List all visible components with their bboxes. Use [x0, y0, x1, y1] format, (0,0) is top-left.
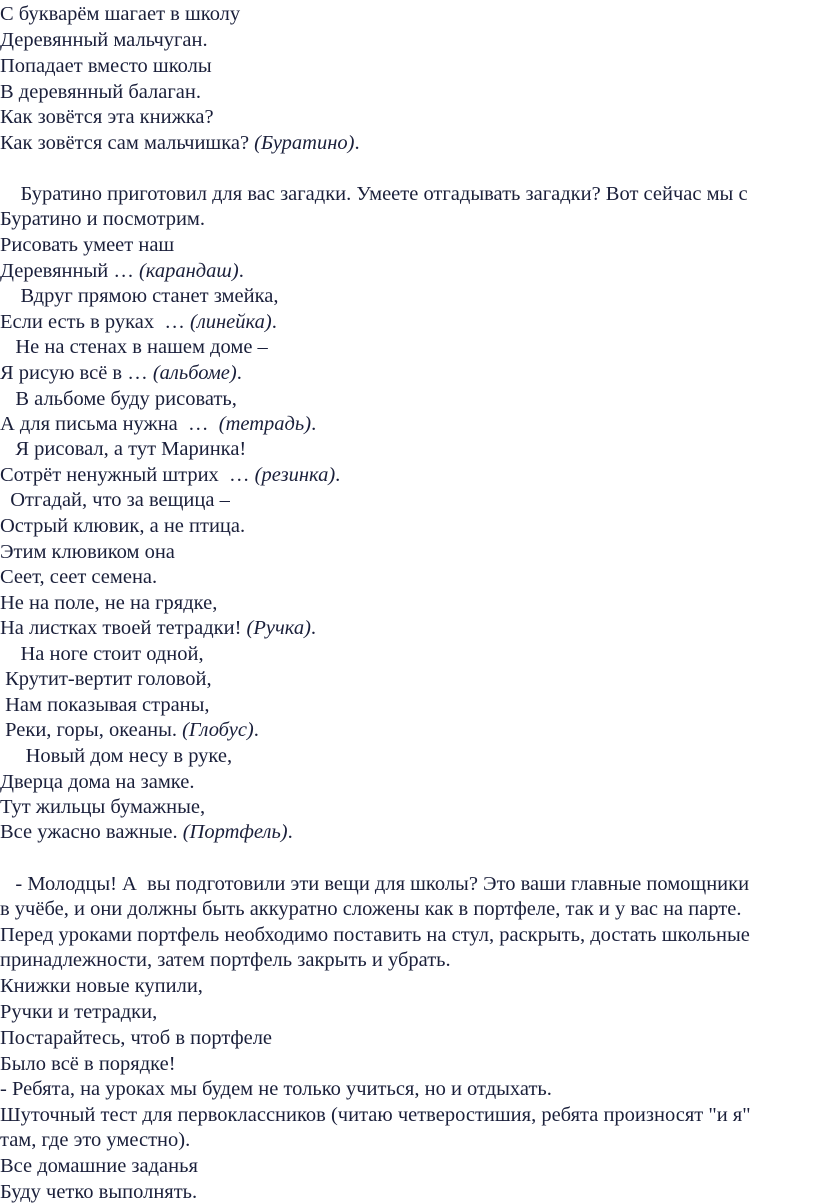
line-text: А для письма нужна … — [0, 413, 219, 435]
text-line — [0, 897, 742, 921]
text-line — [0, 1077, 552, 1101]
answer-text: (Ручка) — [246, 617, 311, 639]
line-text: . — [310, 617, 317, 639]
line-text: Книжки новые купили, — [0, 975, 203, 997]
line-text: В деревянный балаган. — [0, 81, 201, 103]
line-text: Попадает вместо школы — [0, 55, 212, 77]
text-line — [0, 207, 205, 231]
text-line — [0, 463, 340, 487]
text-line — [0, 1000, 157, 1024]
text-line — [0, 284, 278, 308]
line-text: Реки, горы, океаны. — [0, 719, 183, 741]
text-line — [0, 28, 208, 52]
text-line — [0, 131, 360, 155]
line-text: Сеет, сеет семена. — [0, 566, 158, 588]
answer-text: (альбоме) — [152, 362, 237, 384]
text-line — [0, 974, 203, 998]
text-line — [0, 182, 748, 206]
text-line — [0, 1026, 272, 1050]
answer-text: (линейка) — [190, 311, 272, 333]
line-text: С букварём шагает в школу — [0, 3, 241, 25]
line-text: Рисовать умеет наш — [0, 234, 175, 256]
answer-text: (тетрадь) — [218, 413, 312, 435]
text-line — [0, 667, 212, 691]
line-text: Тут жильцы бумажные, — [0, 796, 206, 818]
line-text: Как зовётся сам мальчишка? — [0, 132, 255, 154]
text-line — [0, 820, 293, 844]
text-line — [0, 54, 212, 78]
text-line — [0, 1052, 176, 1076]
line-text: Буду четко выполнять. — [0, 1181, 198, 1203]
line-text: . — [236, 362, 242, 384]
line-text: там, где это уместно). — [0, 1129, 191, 1151]
text-line — [0, 259, 244, 283]
line-text: На листках твоей тетрадки! — [0, 617, 247, 639]
text-line — [0, 361, 242, 385]
text-line — [0, 412, 316, 436]
line-text: Если есть в руках … — [0, 311, 190, 333]
answer-text: (Портфель) — [182, 821, 288, 843]
line-text: . — [335, 464, 341, 486]
line-text: Я рисую всё в … — [0, 362, 153, 384]
text-line — [0, 488, 230, 512]
line-text: Острый клювик, а не птица. — [0, 515, 246, 537]
line-text: Вдруг прямою станет змейка, — [0, 285, 279, 307]
text-line — [0, 642, 204, 666]
text-line — [0, 437, 246, 461]
text-line — [0, 718, 259, 742]
text-line — [0, 693, 210, 717]
line-text: Ручки и тетрадки, — [0, 1001, 158, 1023]
line-text: - Молодцы! А вы подготовили эти вещи для школы? Это ваши главные помощники — [0, 873, 750, 895]
line-text: . — [354, 132, 360, 154]
line-text: . — [253, 719, 259, 741]
text-line — [0, 310, 277, 334]
line-text: Крутит-вертит головой, — [0, 668, 212, 690]
line-text: Не на стенах в нашем доме – — [0, 336, 268, 358]
line-text: Было всё в порядке! — [0, 1053, 176, 1075]
answer-text: (резинка) — [254, 464, 336, 486]
text-line — [0, 80, 201, 104]
line-text: - Ребята, на уроках мы будем не только учиться, но и отдыхать. — [0, 1078, 552, 1100]
line-text: Все домашние заданья — [0, 1155, 198, 1177]
line-text: принадлежности, затем портфель закрыть и убрать. — [0, 949, 451, 971]
line-text: Этим клювиком она — [0, 541, 175, 563]
line-text: Нам показывая страны, — [0, 694, 210, 716]
text-line — [0, 540, 175, 564]
line-text: Деревянный мальчуган. — [0, 29, 208, 51]
line-text: На ноге стоит одной, — [0, 643, 204, 665]
text-line — [0, 923, 750, 947]
line-text: Не на поле, не на грядке, — [0, 592, 218, 614]
text-line — [0, 616, 316, 640]
line-text: Отгадай, что за вещица – — [0, 489, 230, 511]
line-text: Дверца дома на замке. — [0, 771, 195, 793]
answer-text: (Глобус) — [182, 719, 254, 741]
line-text: Постарайтесь, чтоб в портфеле — [0, 1027, 273, 1049]
text-line — [0, 1154, 198, 1178]
text-line — [0, 1180, 197, 1204]
text-line — [0, 105, 214, 129]
line-text: Перед уроками портфель необходимо поставить на стул, раскрыть, достать школьные — [0, 924, 750, 946]
line-text: . — [311, 413, 317, 435]
text-line — [0, 770, 194, 794]
line-text: . — [238, 260, 244, 282]
text-line — [0, 335, 268, 359]
answer-text: (Буратино) — [254, 132, 355, 154]
text-line — [0, 387, 237, 411]
line-text: В альбоме буду рисовать, — [0, 388, 237, 410]
text-line — [0, 795, 205, 819]
line-text: Как зовётся эта книжка? — [0, 106, 214, 128]
line-text: Новый дом несу в руке, — [0, 745, 233, 767]
text-line — [0, 948, 451, 972]
text-line — [0, 872, 749, 896]
answer-text: (карандаш) — [138, 260, 239, 282]
text-line — [0, 233, 174, 257]
line-text: Деревянный … — [0, 260, 139, 282]
line-text: Буратино приготовил для вас загадки. Умеете отгадывать загадки? Вот сейчас мы с — [0, 183, 748, 205]
text-line — [0, 1128, 190, 1152]
line-text: . — [271, 311, 277, 333]
text-line — [0, 591, 217, 615]
line-text: Сотрёт ненужный штрих … — [0, 464, 255, 486]
text-line — [0, 565, 157, 589]
text-line — [0, 744, 232, 768]
line-text: Все ужасно важные. — [0, 821, 183, 843]
text-line — [0, 2, 240, 26]
line-text: . — [287, 821, 293, 843]
line-text: Шуточный тест для первоклассников (читаю четверостишия, ребята произносят "и я" — [0, 1104, 751, 1126]
line-text: в учёбе, и они должны быть аккуратно сложены как в портфеле, так и у вас на парте. — [0, 898, 742, 920]
text-line — [0, 514, 245, 538]
line-text: Я рисовал, а тут Маринка! — [0, 438, 247, 460]
text-line — [0, 1103, 751, 1127]
line-text: Буратино и посмотрим. — [0, 208, 206, 230]
